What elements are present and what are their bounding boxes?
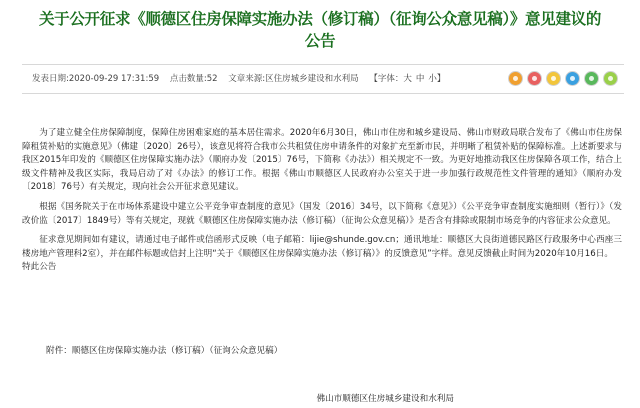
paragraph-2: 根据《国务院关于在市场体系建设中建立公平竞争审查制度的意见》（国发〔2016〕34号，以下简称《意见》）《公平竞争审查制度实施细则（暂行）》（发改价监〔2017〕1849号）等有关规定，现就《顺德区住房保障实施办法（修订稿）（征询公众意见稿）》是否含有排除或限制市场竞争的内容征求公众意见。 [22,201,622,226]
share-icon-3[interactable] [546,71,561,86]
font-size-medium[interactable]: 中 [415,74,425,84]
share-icon-6[interactable] [603,71,618,86]
share-icon-1[interactable] [508,71,523,86]
share-icon-5[interactable] [584,71,599,86]
publish-date: 发表日期:2020-09-29 17:31:59 [32,74,160,84]
paragraph-3: 征求意见期间如有建议，请通过电子邮件或信函形式反映（电子邮箱：lijie@shunde.gov.cn；通讯地址：顺德区大良街道德民路区行政服务中心西座三楼房地产管理科2室），并在邮件标题或信封上注明“关于《顺德区住房保障实施办法（修订稿）》的反馈意见”字样。意见反馈截止时间为2020年10月16日。 [22,235,622,259]
share-icon-4[interactable] [565,71,580,86]
attachment-link[interactable]: 附件：顺德区住房保障实施办法（修订稿）（征询公众意见稿） [46,346,283,356]
paragraph-1: 为了建立健全住房保障制度，保障住房困难家庭的基本居住需求。2020年6月30日，佛山市住房和城乡建设局、佛山市财政局联合发布了《佛山市住房保障租赁补贴的实施意见》（佛建〔2020〕26号），该意见将符合我市公共租赁住房申请条件的对象扩充至新市民，并明晰了租赁补贴的保障标准。上述新要求与我区2015年印发的《顺德区住房保障实施办法》（顺府办发〔2015〕76号，下简称《办法》）相关规定不一致。为更好地推动我区住房保障各项工作，结合上级文件精神及我区实际，我局启动了对《办法》的修订工作。根据《佛山市顺德区人民政府办公室关于进一步加强行政规范性文件管理的通知》（顺府办发〔2018〕76号）有关规定，现向社会公开征求意见建议。 [22,128,622,193]
title-line-1: 关于公开征求《顺德区住房保障实施办法（修订稿）（征询公众意见稿）》意见建议的 [38,10,602,28]
article-body [22,127,622,275]
font-size-label: 【字体： [369,74,404,84]
font-size-close-bracket: 】 [436,74,446,84]
page-title [0,8,640,52]
meta-info [32,65,453,93]
share-buttons [508,71,618,87]
title-line-2: 公告 [304,32,336,50]
font-size-large[interactable]: 大 [403,74,412,84]
view-count: 点击数量:52 [169,74,218,84]
issuer-signature: 佛山市顺德区住房城乡建设和水利局 [316,394,454,404]
font-size-selector [369,74,453,84]
closing-line: 特此公告 [22,262,57,273]
font-size-small[interactable]: 小 [428,74,437,84]
article-meta-bar [22,64,624,94]
article-source: 文章来源:区住房城乡建设和水利局 [228,74,359,84]
share-icon-2[interactable] [527,71,542,86]
